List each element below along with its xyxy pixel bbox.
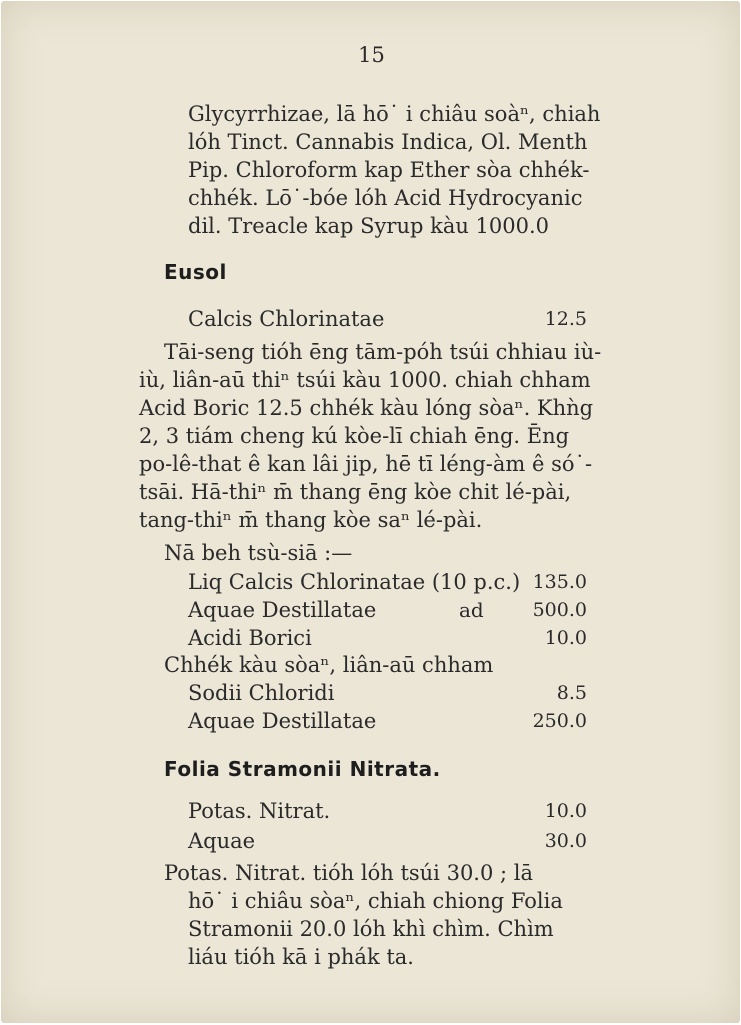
paragraph-line: Tāi-seng tióh ēng tām-póh tsúi chhiau iù-: [164, 340, 602, 364]
ingredient-name: Aquae Destillatae: [188, 598, 377, 622]
section-heading-eusol: Eusol: [164, 260, 227, 284]
ingredient-qualifier: ad: [459, 598, 484, 622]
ingredient-name: Calcis Chlorinatae: [188, 307, 385, 331]
ingredient-name: Liq Calcis Chlorinatae (10 p.c.): [188, 570, 521, 594]
mix-note: Chhék kàu sòaⁿ, liân-aū chham: [164, 653, 494, 677]
ingredient-name: Aquae Destillatae: [188, 709, 377, 733]
ingredient-name: Sodii Chloridi: [188, 681, 335, 705]
ingredient-amount: 250.0: [532, 710, 587, 732]
paragraph-line: po-lê-that ê kan lâi jip, hē tī léng-àm ê só˙-: [139, 452, 593, 476]
ingredient-name: Acidi Borici: [188, 626, 312, 650]
ingredient-amount: 8.5: [556, 682, 587, 704]
paragraph-line: Potas. Nitrat. tióh lóh tsúi 30.0 ; lā: [164, 861, 533, 885]
ingredient-amount: 135.0: [532, 571, 587, 593]
intro-line: Pip. Chloroform kap Ether sòa chhék-: [188, 158, 590, 182]
ingredient-amount: 30.0: [544, 830, 587, 852]
paragraph-line: hō˙ i chiâu sòaⁿ, chiah chiong Folia: [188, 889, 563, 913]
paragraph-line: iù, liân-aū thiⁿ tsúi kàu 1000. chiah chham: [139, 368, 591, 392]
intro-line: Glycyrrhizae, lā hō˙ i chiâu soàⁿ, chiah: [188, 102, 601, 126]
ingredient-name: Potas. Nitrat.: [188, 799, 331, 823]
ingredient-amount: 10.0: [544, 627, 587, 649]
intro-line: chhék. Lō˙-bóe lóh Acid Hydrocyanic: [188, 186, 583, 210]
ingredient-amount: 12.5: [544, 308, 587, 330]
paragraph-line: Acid Boric 12.5 chhék kàu lóng sòaⁿ. Khǹg: [139, 396, 594, 420]
page-number: 15: [358, 43, 385, 67]
paragraph-line: tsāi. Hā-thiⁿ m̄ thang ēng kòe chit lé-pài,: [139, 480, 572, 504]
paragraph-line: Stramonii 20.0 lóh khì chìm. Chìm: [188, 917, 554, 941]
ingredient-amount: 500.0: [532, 599, 587, 621]
ingredient-amount: 10.0: [544, 800, 587, 822]
alternative-intro: Nā beh tsù-siā :—: [164, 541, 353, 565]
paragraph-line: 2, 3 tiám cheng kú kòe-lī chiah ēng. Ēng: [139, 424, 570, 448]
ingredient-name: Aquae: [188, 829, 256, 853]
intro-line: dil. Treacle kap Syrup kàu 1000.0: [188, 214, 550, 238]
paragraph-line: tang-thiⁿ m̄ thang kòe saⁿ lé-pài.: [139, 508, 483, 532]
intro-line: lóh Tinct. Cannabis Indica, Ol. Menth: [188, 130, 588, 154]
paragraph-line: liáu tióh kā i phák ta.: [188, 945, 414, 969]
book-page: [1, 1, 740, 1023]
section-heading-folia: Folia Stramonii Nitrata.: [164, 757, 441, 781]
